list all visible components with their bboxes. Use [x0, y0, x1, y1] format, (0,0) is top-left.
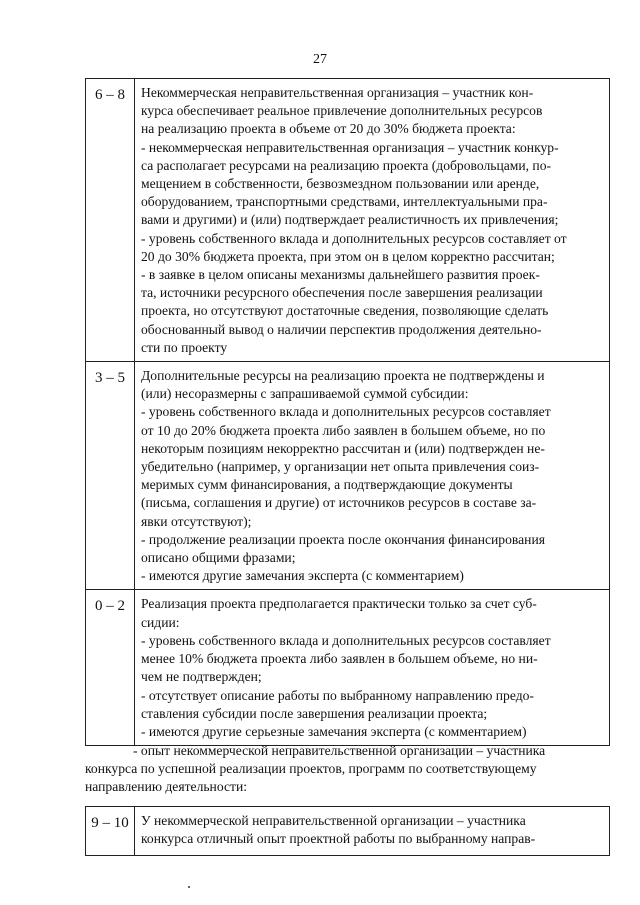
description-cell: [135, 79, 610, 362]
text-line: - уровень собственного вклада и дополнительных ресурсов составляет: [141, 632, 551, 648]
text-line: чем не подтвержден;: [141, 669, 262, 685]
text-line: убедительно (например, у организации нет опыта привлечения соиз-: [141, 459, 540, 475]
text-line: та, источники ресурсного обеспечения после завершения реализации: [141, 285, 543, 301]
score-cell: 0 – 2: [86, 590, 135, 746]
text-line: - имеются другие серьезные замечания эксперта (с комментарием): [141, 723, 527, 739]
criteria-table: [85, 78, 610, 746]
text-line: Дополнительные ресурсы на реализацию проекта не подтверждены и: [141, 368, 545, 384]
section-paragraph: [85, 742, 605, 797]
scan-dot: [188, 886, 190, 888]
text-line: - опыт некоммерческой неправительственной организации – участника: [133, 743, 546, 758]
score-cell: 6 – 8: [86, 79, 135, 362]
text-line: ставления субсидии после завершения реализации проекта;: [141, 705, 488, 721]
text-line: направлению деятельности:: [85, 779, 247, 795]
text-line: конкурса по успешной реализации проектов, программ по соответствующему: [85, 761, 537, 777]
text-line: (письма, соглашения и другие) от источников ресурсов в составе за-: [141, 495, 537, 511]
text-line: У некоммерческой неправительственной организации – участника: [141, 813, 526, 828]
table-row: [86, 79, 610, 362]
text-line: - продолжение реализации проекта после окончания финансирования: [141, 531, 545, 547]
text-line: - некоммерческая неправительственная организация – участник конкур-: [141, 139, 559, 155]
text-line: сидии:: [141, 614, 180, 630]
text-line: - отсутствует описание работы по выбранному направлению предо-: [141, 687, 534, 703]
criteria-table-continued: [85, 806, 610, 856]
text-line: вами и другими) и (или) подтверждает реалистичность их привлечения;: [141, 212, 559, 228]
text-line: обоснованный вывод о наличии перспектив продолжения деятельно-: [141, 321, 542, 337]
text-line: на реализацию проекта в объеме от 20 до 30% бюджета проекта:: [141, 121, 516, 137]
text-line: Реализация проекта предполагается практически только за счет суб-: [141, 596, 537, 612]
text-line: - имеются другие замечания эксперта (с комментарием): [141, 568, 464, 584]
table-row: [86, 590, 610, 746]
text-line: мещением в собственности, безвозмездном пользовании или аренде,: [141, 176, 540, 192]
text-line: от 10 до 20% бюджета проекта либо заявлен в большем объеме, но по: [141, 422, 546, 438]
text-line: курса обеспечивает реальное привлечение дополнительных ресурсов: [141, 103, 543, 119]
text-line: - уровень собственного вклада и дополнительных ресурсов составляет: [141, 404, 551, 420]
score-cell: 9 – 10: [86, 807, 135, 856]
text-line: менее 10% бюджета проекта либо заявлен в большем объеме, но ни-: [141, 651, 538, 667]
table-row: [86, 362, 610, 590]
description-cell: [135, 362, 610, 590]
text-line: некоторым позициям некорректно рассчитан и (или) подтвержден не-: [141, 440, 545, 456]
text-line: меримых сумм финансирования, а подтверждающие документы: [141, 477, 513, 493]
table-row: [86, 807, 610, 856]
score-cell: 3 – 5: [86, 362, 135, 590]
description-cell: [135, 807, 610, 856]
text-line: (или) несоразмерны с запрашиваемой суммой субсидии:: [141, 386, 469, 402]
text-line: сти по проекту: [141, 339, 228, 355]
text-line: проекта, но отсутствуют достаточные сведения, позволяющие сделать: [141, 303, 549, 319]
text-line: са располагает ресурсами на реализацию проекта (добровольцами, по-: [141, 157, 552, 173]
page-number: 27: [313, 52, 327, 67]
text-line: Некоммерческая неправительственная организация – участник кон-: [141, 85, 534, 100]
description-cell: [135, 590, 610, 746]
text-line: явки отсутствуют);: [141, 513, 252, 529]
text-line: оборудованием, транспортными средствами, интеллектуальными пра-: [141, 194, 548, 210]
text-line: конкурса отличный опыт проектной работы по выбранному направ-: [141, 831, 536, 847]
text-line: - уровень собственного вклада и дополнительных ресурсов составляет от: [141, 230, 567, 246]
text-line: описано общими фразами;: [141, 550, 296, 566]
text-line: - в заявке в целом описаны механизмы дальнейшего развития проек-: [141, 267, 540, 283]
text-line: 20 до 30% бюджета проекта, при этом он в целом корректно рассчитан;: [141, 248, 555, 264]
